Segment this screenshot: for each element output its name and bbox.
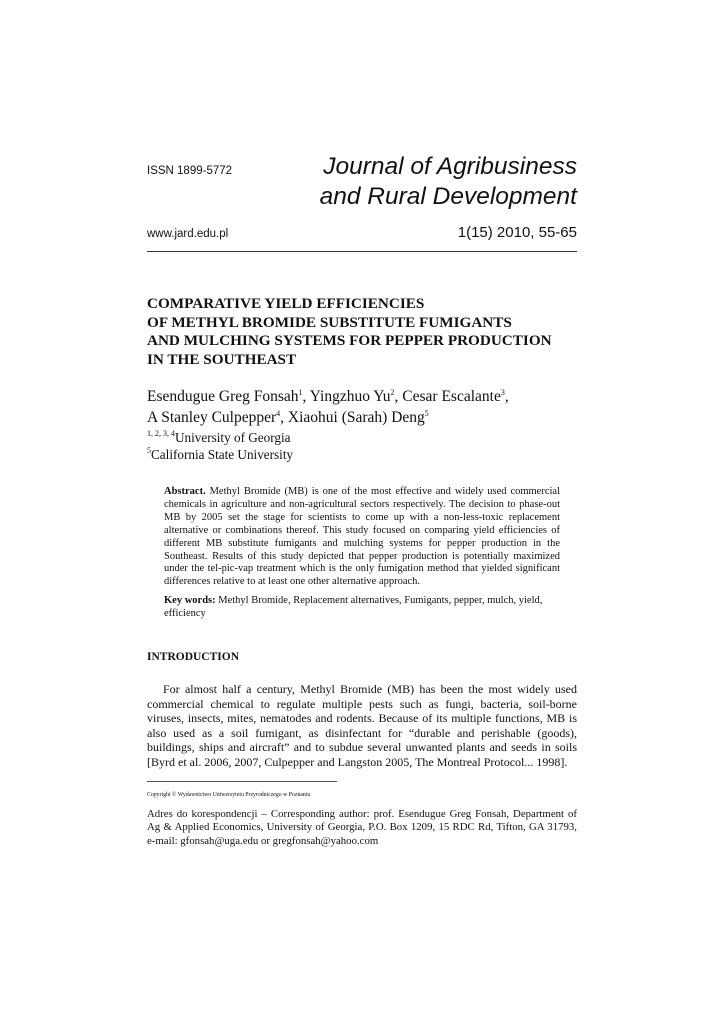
journal-title (300, 152, 577, 212)
author-sup: 4 (276, 409, 281, 418)
author-name: Yingzhuo Yu (309, 388, 391, 405)
abstract-label: Abstract. (164, 486, 206, 497)
affiliation-sup: 1, 2, 3, 4 (147, 429, 175, 438)
title-line: IN THE SOUTHEAST (147, 350, 297, 368)
author-list (147, 386, 587, 428)
affiliation (147, 430, 293, 447)
abstract (164, 486, 560, 589)
issue-info: 1(15) 2010, 55-65 (457, 224, 577, 241)
title-line: OF METHYL BROMIDE SUBSTITUTE FUMIGANTS (147, 313, 512, 331)
journal-title-line2: and Rural Development (319, 183, 577, 210)
author-name: Cesar Escalante (402, 388, 501, 405)
abstract-text: Methyl Bromide (MB) is one of the most effective and widely used commercial chemicals in agriculture and non-agricultural sectors respectively. The decision to phase-out MB by 2005 set the stage for scientists to come up with a non-less-toxic replacement alternative or combinations thereof. This study focused on comparing yield efficiencies of different MB substitute fumigants and mulching systems for pepper production in the Southeast. Results of this study depicted that pepper production is potentially maximized under the tel-pic-vap treatment which is the only fumigation method that yielded significant differences relative to at least one other alternative approach. (164, 486, 560, 588)
author-name: Esendugue Greg Fonsah (147, 388, 299, 405)
copyright-notice: Copyright © Wydawnictwo Uniwersytetu Przyrodniczego w Poznaniu (147, 792, 311, 798)
keywords-text: Methyl Bromide, Replacement alternatives, Fumigants, pepper, mulch, yield, efficiency (164, 595, 543, 619)
author-sup: 1 (298, 388, 303, 397)
affiliation-name: California State University (151, 446, 294, 462)
section-heading-introduction: INTRODUCTION (147, 651, 240, 663)
journal-url: www.jard.edu.pl (147, 228, 229, 240)
introduction-paragraph: For almost half a century, Methyl Bromide (MB) has been the most widely used commercial chemical to regulate multiple pests such as fungi, bacteria, soil-borne viruses, insects, mites, nematodes and rodents. Because of its multiple functions, MB is also used as a soil fumigant, as disinfectant for “durable and perishable (goods), buildings, ships and aircraft” and to subdue several unwanted plants and seeds in soils [Byrd et al. 2006, 2007, Culpepper and Langston 2005, The Montreal Protocol... 1998]. (147, 682, 577, 769)
article-title (147, 295, 587, 369)
affiliation (147, 447, 293, 464)
author-sep: , (504, 388, 509, 405)
author-sep: , (280, 409, 288, 426)
author-name: Xiaohui (Sarah) Deng (287, 409, 425, 426)
title-line: AND MULCHING SYSTEMS FOR PEPPER PRODUCTION (147, 332, 552, 349)
keywords-label: Key words: (164, 595, 216, 606)
author-sep: , (302, 388, 310, 405)
affiliations (147, 430, 293, 463)
author-sup: 2 (390, 388, 395, 397)
title-line: COMPARATIVE YIELD EFFICIENCIES (147, 295, 425, 312)
author-sep: , (394, 388, 403, 405)
header-rule (147, 251, 577, 252)
affiliation-sup: 5 (147, 445, 151, 455)
author-sup: 5 (424, 409, 429, 418)
affiliation-name: University of Georgia (175, 430, 291, 445)
keywords (164, 595, 560, 621)
footnote-rule (147, 781, 337, 782)
journal-title-line1: Journal of Agribusiness (323, 153, 577, 180)
author-name: A Stanley Culpepper (147, 409, 277, 426)
author-sup: 3 (500, 388, 505, 397)
issn: ISSN 1899-5772 (147, 165, 233, 177)
correspondence-note: Adres do korespondencji – Corresponding author: prof. Esendugue Greg Fonsah, Department of Ag & Applied Economics, University of Georgia, P.O. Box 1209, 15 RDC Rd, Tifton, GA 31793, e-mail: gfonsah@uga.edu or gregfonsah@yahoo.com (147, 808, 577, 847)
